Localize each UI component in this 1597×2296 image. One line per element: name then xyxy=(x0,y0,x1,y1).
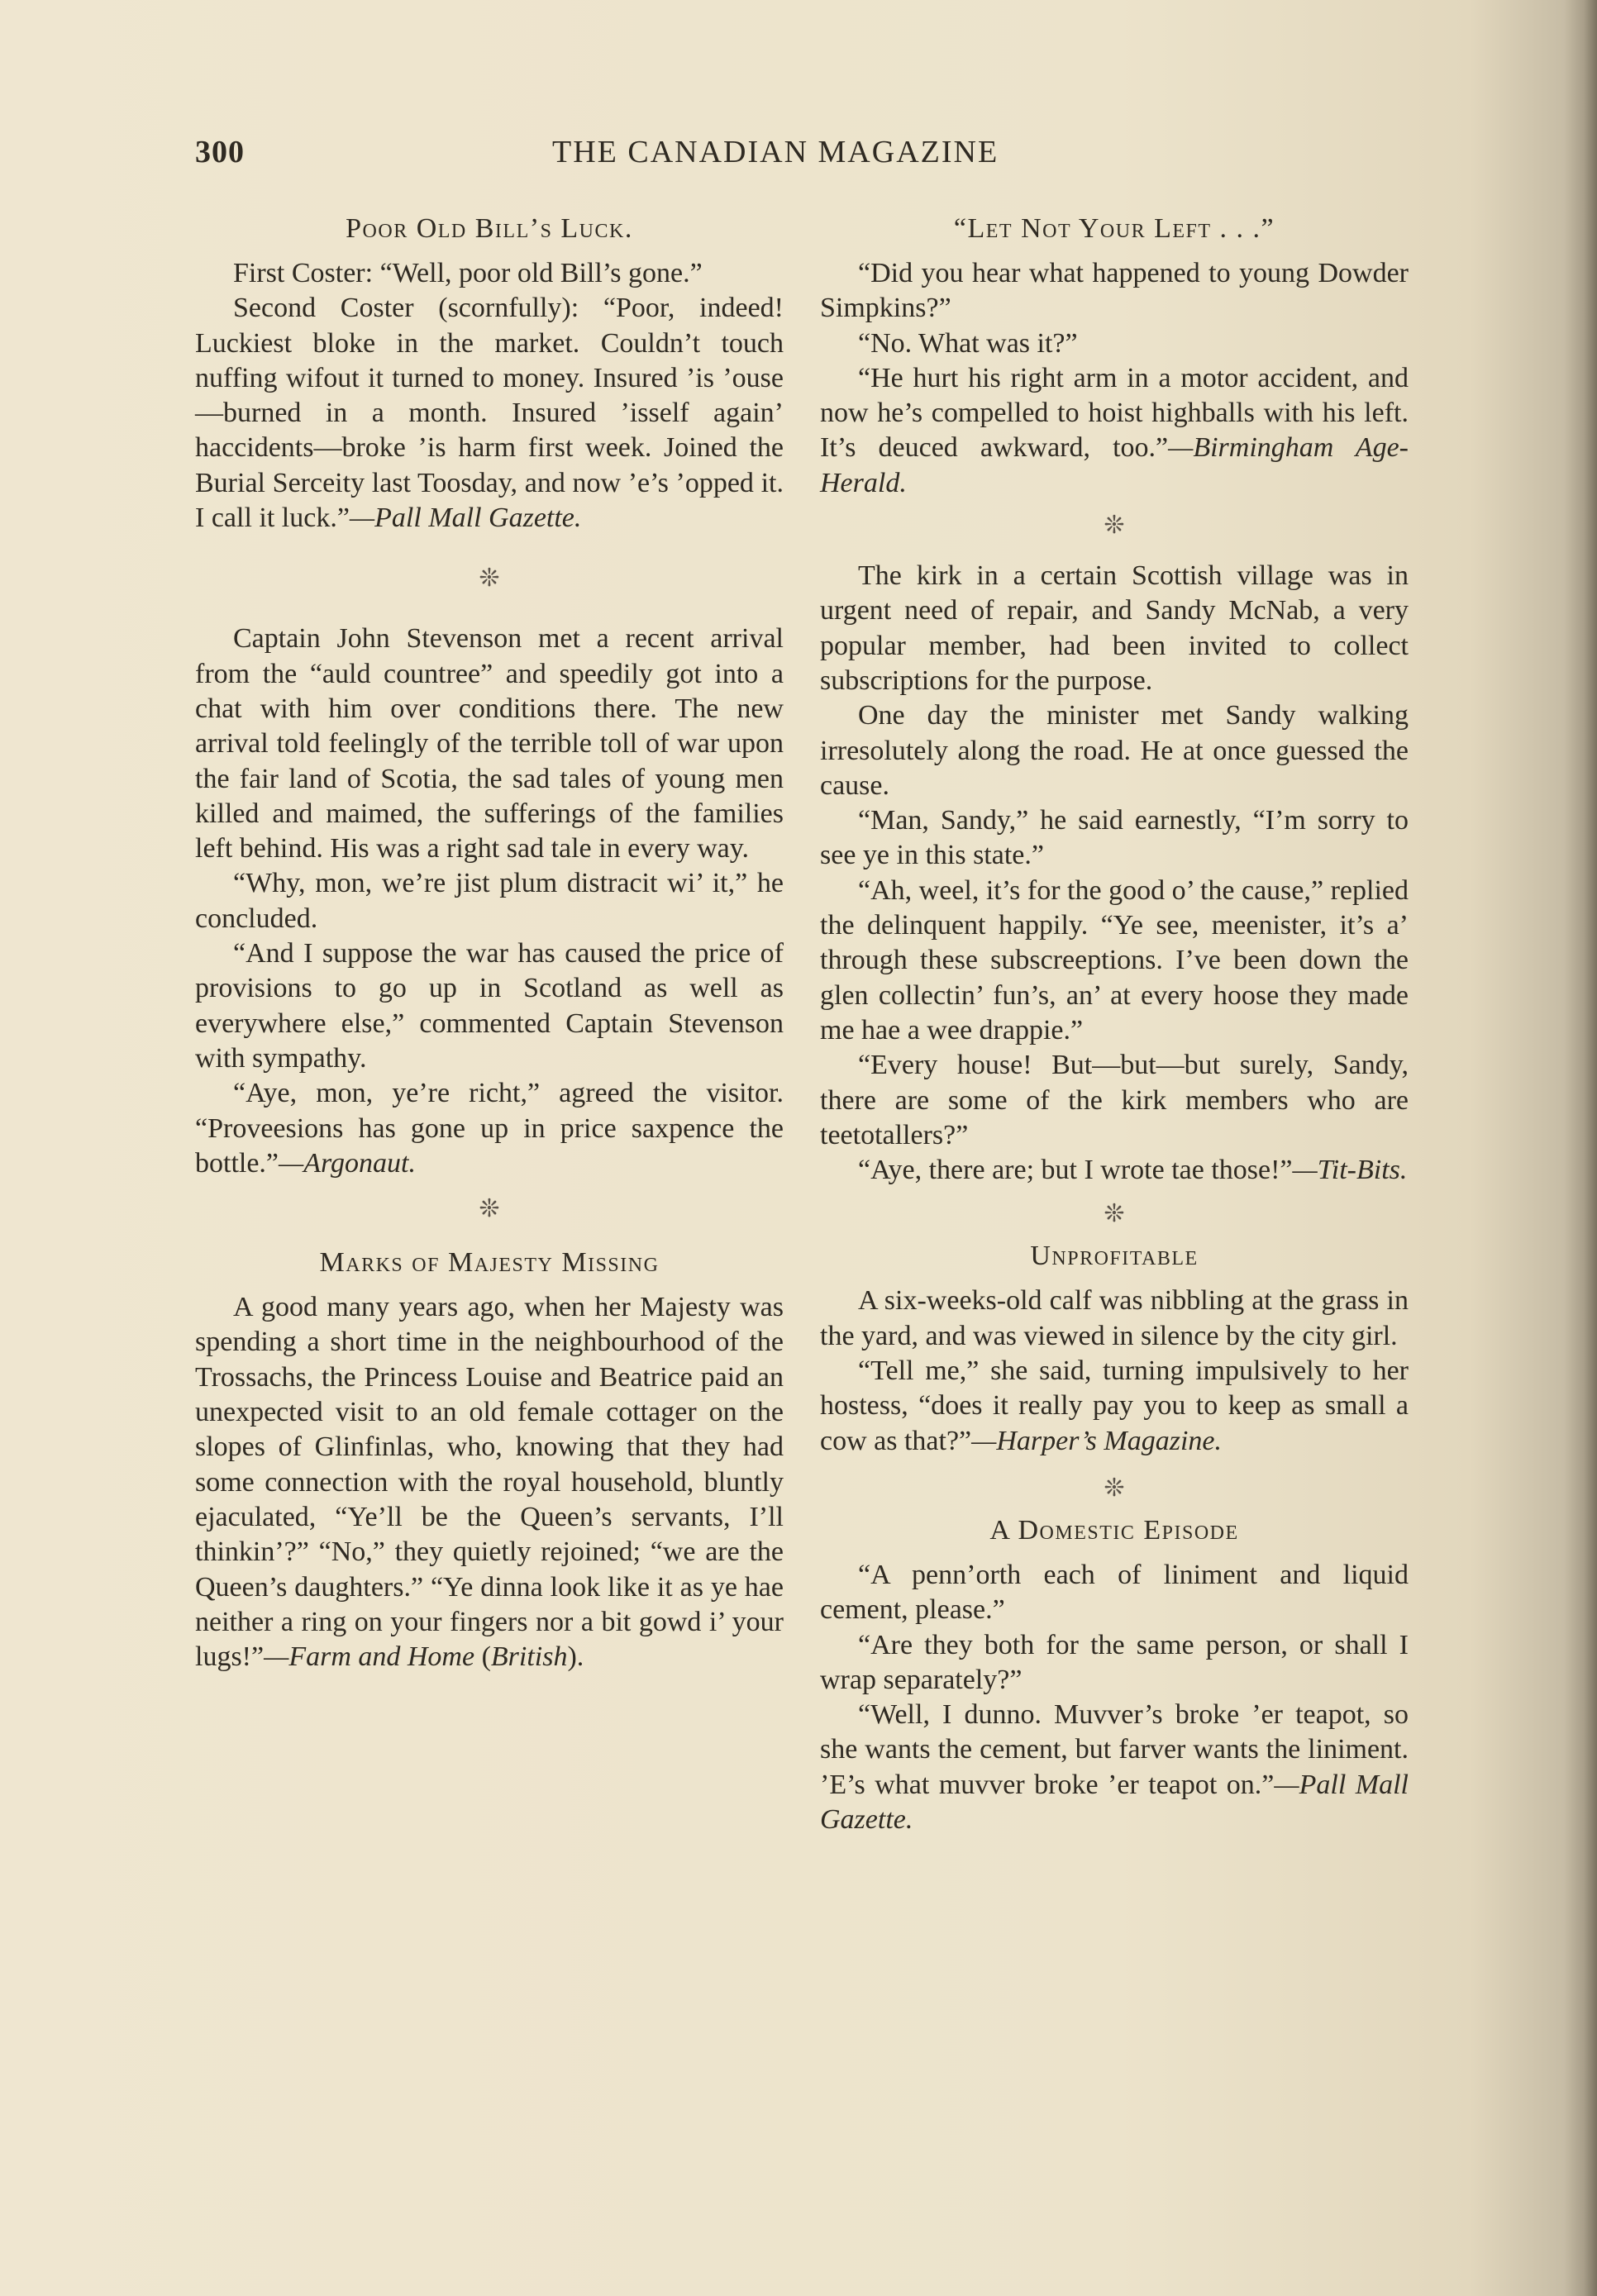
paragraph-text: “Tell me,” she said, turning impulsively to her hostess, “does it really pay you to keep as small a cow as that?” xyxy=(820,1355,1409,1456)
story-heading: Marks of Majesty Missing xyxy=(319,1247,660,1279)
story-heading: A Domestic Episode xyxy=(989,1514,1239,1546)
story-paragraph: “Every house! But—but—but surely, Sandy, there are some of the kirk members who are teetotallers?” xyxy=(820,1050,1409,1150)
story-paragraph xyxy=(820,1153,1409,1188)
source-citation: —Pall Mall Gazette. xyxy=(349,503,582,534)
story-paragraph xyxy=(820,361,1409,501)
running-title: THE CANADIAN MAGAZINE xyxy=(552,135,999,169)
story-paragraph xyxy=(195,1290,784,1674)
story-paragraph xyxy=(820,1698,1409,1837)
story-paragraph xyxy=(820,1354,1409,1459)
separator-ornament: ❊ xyxy=(1104,512,1125,540)
page-number: 300 xyxy=(195,135,245,169)
story-paragraph: “A penn’orth each of liniment and liquid cement, please.” xyxy=(820,1559,1409,1626)
story-paragraph: “Did you hear what happened to young Dowder Simpkins?” xyxy=(820,258,1409,324)
paragraph-text: Second Coster (scornfully): “Poor, indeed! Luckiest bloke in the market. Couldn’t touch nuffing wifout it turned to money. Insured ’is ’ouse—burned in a month. Insured ’isself again’ haccidents—broke ’is harm first week. Joined the Burial Serceity last Toosday, and now ’e’s ’opped it. I call it luck.” xyxy=(195,293,784,534)
paragraph-text: ). xyxy=(567,1641,584,1673)
page-edge-shadow xyxy=(1564,0,1597,2296)
story-paragraph: Captain John Stevenson met a recent arrival from the “auld countree” and speedily got into a chat with him over conditions there. The new arrival told feelingly of the terrible toll of war upon the fair land of Scotia, the sad tales of young men killed and maimed, the sufferings of the families left behind. His was a right sad tale in every way. xyxy=(195,623,784,865)
paragraph-text: “Aye, there are; but I wrote tae those!” xyxy=(858,1155,1293,1186)
paragraph-text: ( xyxy=(474,1641,491,1673)
source-citation: —Farm and Home xyxy=(264,1641,475,1673)
source-citation: —Birmingham Age-Herald. xyxy=(820,432,1409,498)
source-citation: —Pall Mall Gazette. xyxy=(820,1769,1409,1835)
story-paragraph xyxy=(195,1076,784,1181)
separator-ornament: ❊ xyxy=(479,564,500,593)
source-citation: British xyxy=(490,1641,568,1673)
right-column xyxy=(820,212,1409,1837)
story-paragraph: “Are they both for the same person, or shall I wrap separately?” xyxy=(820,1629,1409,1695)
story-paragraph: “And I suppose the war has caused the price of provisions to go up in Scotland as well as everywhere else,” commented Captain Stevenson with sympathy. xyxy=(195,938,784,1074)
story-paragraph: “Man, Sandy,” he said earnestly, “I’m sorry to see ye in this state.” xyxy=(820,805,1409,871)
story-heading: “Let Not Your Left . . .” xyxy=(953,213,1275,244)
left-column xyxy=(195,212,784,1674)
story-heading: Poor Old Bill’s Luck. xyxy=(346,213,633,244)
paragraph-text: “Well, I dunno. Muvver’s broke ’er teapot, so she wants the cement, but farver wants the liniment. ’E’s what muvver broke ’er teapot on.” xyxy=(820,1699,1409,1800)
story-paragraph: One day the minister met Sandy walking irresolutely along the road. He at once guessed the cause. xyxy=(820,700,1409,801)
source-citation: —Tit-Bits. xyxy=(1292,1155,1408,1186)
story-paragraph xyxy=(195,291,784,536)
page-header xyxy=(195,134,1410,183)
separator-ornament: ❊ xyxy=(1104,1200,1125,1228)
separator-ornament: ❊ xyxy=(479,1195,500,1223)
story-paragraph: First Coster: “Well, poor old Bill’s gone.” xyxy=(233,258,703,288)
story-paragraph: A six-weeks-old calf was nibbling at the grass in the yard, and was viewed in silence by the city girl. xyxy=(820,1285,1409,1351)
source-citation: —Harper’s Magazine. xyxy=(971,1425,1223,1456)
story-paragraph: “Why, mon, we’re jist plum distracit wi’ it,” he concluded. xyxy=(195,868,784,934)
source-citation: —Argonaut. xyxy=(279,1147,416,1179)
paragraph-text: “He hurt his right arm in a motor accident, and now he’s compelled to hoist highballs with his left. It’s deuced awkward, too.” xyxy=(820,362,1409,464)
paragraph-text: A good many years ago, when her Majesty was spending a short time in the neighbourhood of the Trossachs, the Princess Louise and Beatrice paid an unexpected visit to an old female cottager on the slopes of Glinfinlas, who, knowing that they had some connection with the royal household, bluntly ejaculated, “Ye’ll be the Queen’s servants, I’ll thinkin’?” “No,” they quietly rejoined; “we are the Queen’s daughters.” “Ye dinna look like it as ye hae neither a ring on your fingers nor a bit gowd i’ your lugs!” xyxy=(195,1292,784,1673)
story-paragraph: The kirk in a certain Scottish village was in urgent need of repair, and Sandy McNab, a very popular member, had been invited to collect subscriptions for the purpose. xyxy=(820,560,1409,696)
story-paragraph: “Ah, weel, it’s for the good o’ the cause,” replied the delinquent happily. “Ye see, meenister, it’s a’ through these subscreeptions. I’ve been down the glen collectin’ fun’s, an’ at every hoose they made me hae a wee drappie.” xyxy=(820,874,1409,1046)
separator-ornament: ❊ xyxy=(1104,1474,1125,1502)
story-heading: Unprofitable xyxy=(1030,1241,1199,1272)
paragraph-text: “Aye, mon, ye’re richt,” agreed the visitor. “Proveesions has gone up in price saxpence the bottle.” xyxy=(195,1078,784,1179)
story-paragraph: “No. What was it?” xyxy=(858,327,1078,359)
